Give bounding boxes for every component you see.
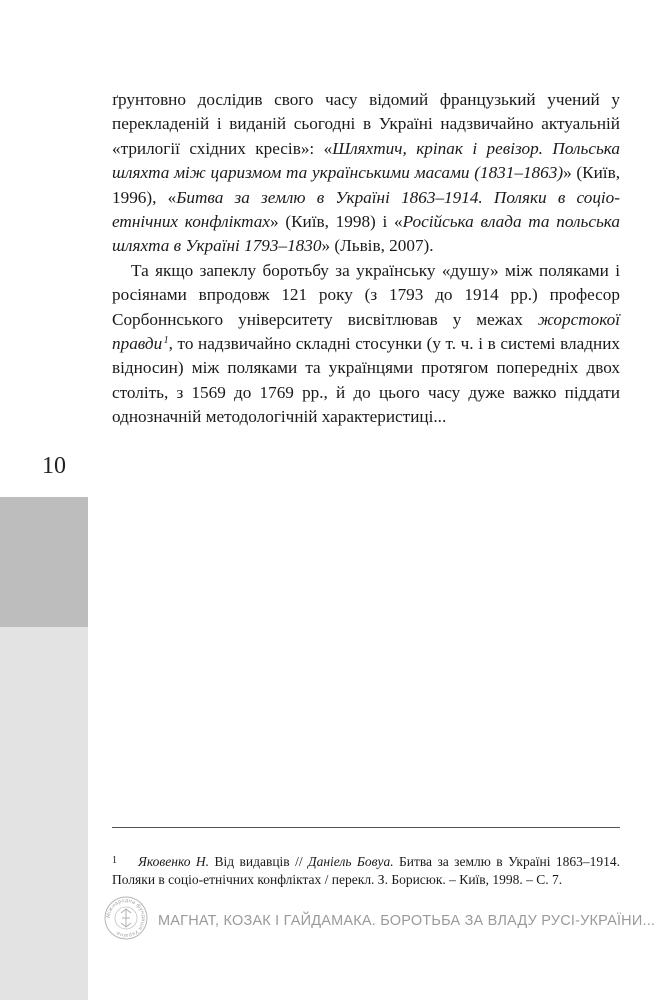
footnote-divider xyxy=(112,827,620,828)
side-tab-dark xyxy=(0,497,88,627)
book-title-3: Російська влада та польська шляхта в Україні 1793–1830 xyxy=(112,212,620,256)
footnote-author-2: Даніель Бовуа. xyxy=(308,854,394,869)
page-number: 10 xyxy=(42,453,66,479)
footnote-author: Яковенко Н. xyxy=(138,854,210,869)
quoted-phrase: жорстокої правди xyxy=(112,309,620,354)
paragraph-2: Та якщо запеклу боротьбу за українську «душу» між поляками і росіянами впродовж 121 року (з 1793 до 1914 рр.) професор Сорбоннського університету висвітлював у межах жорстокої правди $^1$, то надзвичайно складні стосунки (у т. ч. і в системі владних відносин) між поляками та українцями протягом попередніх двох століть, з 1569 до 1769 рр., й до цього часу дуже важко піддати однозначній методологічній характеристиці... xyxy=(112,260,620,427)
running-title: МАГНАТ, КОЗАК І ГАЙДАМАКА. БОРОТЬБА ЗА ВЛАДУ РУСІ-УКРАЇНИ... xyxy=(158,913,655,929)
book-title-2: Битва за землю в Україні 1863–1914. Поляки в соціо-етнічних конфліктах xyxy=(112,187,621,232)
paragraph-1: ґрунтовно дослідив свого часу відомий французький учений у перекладеній і виданій сьогодні в Україні надзвичайно актуальній «трилогії східних кресів»: «Шляхтич, кріпак і ревізор. Польська шляхта між царизмом та українськими масами (1831–1863)» (Київ, 1996), «Битва за землю в Україні 1863–1914. Поляки в соціо-етнічних конфліктах» (Київ, 1998) і «Російська влада та польська шляхта в Україні 1793–1830» (Львів, 2007). xyxy=(112,90,621,256)
svg-text:Міжнародна фундація Україна: Міжнародна фундація Україна xyxy=(105,897,147,939)
footnote-number: 1 xyxy=(112,855,117,866)
side-tab-light xyxy=(0,627,88,1000)
book-title-1: Шляхтич, кріпак і ревізор. Польська шляхта між царизмом та українськими масами (1831–1863) xyxy=(112,138,620,183)
body-text xyxy=(112,88,620,430)
publisher-seal-icon xyxy=(103,895,149,941)
footnote: 1 Яковенко Н. Від видавців // Даніель Бовуа. Битва за землю в Україні 1863–1914. Поляки в соціо-етнічних конфліктах / перекл. З. Борисюк. – Київ, 1998. – С. 7. xyxy=(112,854,620,887)
footnote-ref[interactable]: 1 xyxy=(163,335,169,347)
